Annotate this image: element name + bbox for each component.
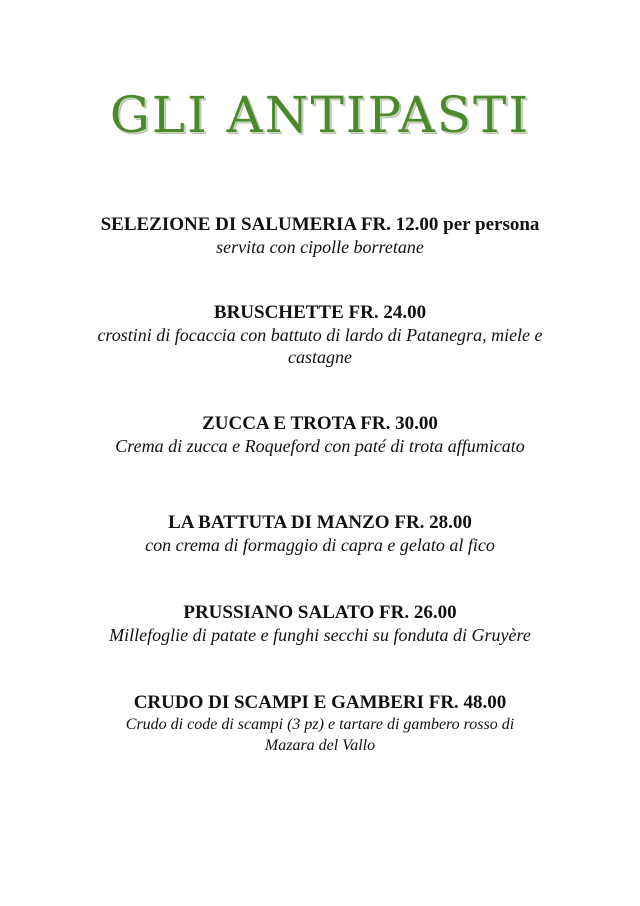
menu-item [40,602,600,646]
page-title: GLI ANTIPASTI [109,86,531,144]
item-description: servita con cipolle borretane [216,237,424,257]
menu-item [60,512,580,556]
item-description: Crema di zucca e Roqueford con paté di trota affumicato [115,436,525,456]
menu-item [70,302,570,368]
item-name: LA BATTUTA DI MANZO FR. 28.00 [168,512,472,533]
item-description: Millefoglie di patate e funghi secchi su fonduta di Gruyère [109,625,531,645]
item-name: SELEZIONE DI SALUMERIA FR. 12.00 per persona [100,214,540,235]
menu-item [100,692,540,756]
menu-item [60,214,580,258]
item-description: con crema di formaggio di capra e gelato al fico [145,535,495,555]
item-name: BRUSCHETTE FR. 24.00 [213,302,427,323]
menu-item [40,413,600,457]
item-name: ZUCCA E TROTA FR. 30.00 [202,413,438,434]
item-name: PRUSSIANO SALATO FR. 26.00 [183,602,457,623]
item-name: CRUDO DI SCAMPI E GAMBERI FR. 48.00 [133,692,507,713]
item-description: crostini di focaccia con battuto di lardo di Patanegra, miele e castagne [97,325,543,367]
item-description: Crudo di code di scampi (3 pz) e tartare di gambero rosso di Mazara del Vallo [125,716,515,754]
